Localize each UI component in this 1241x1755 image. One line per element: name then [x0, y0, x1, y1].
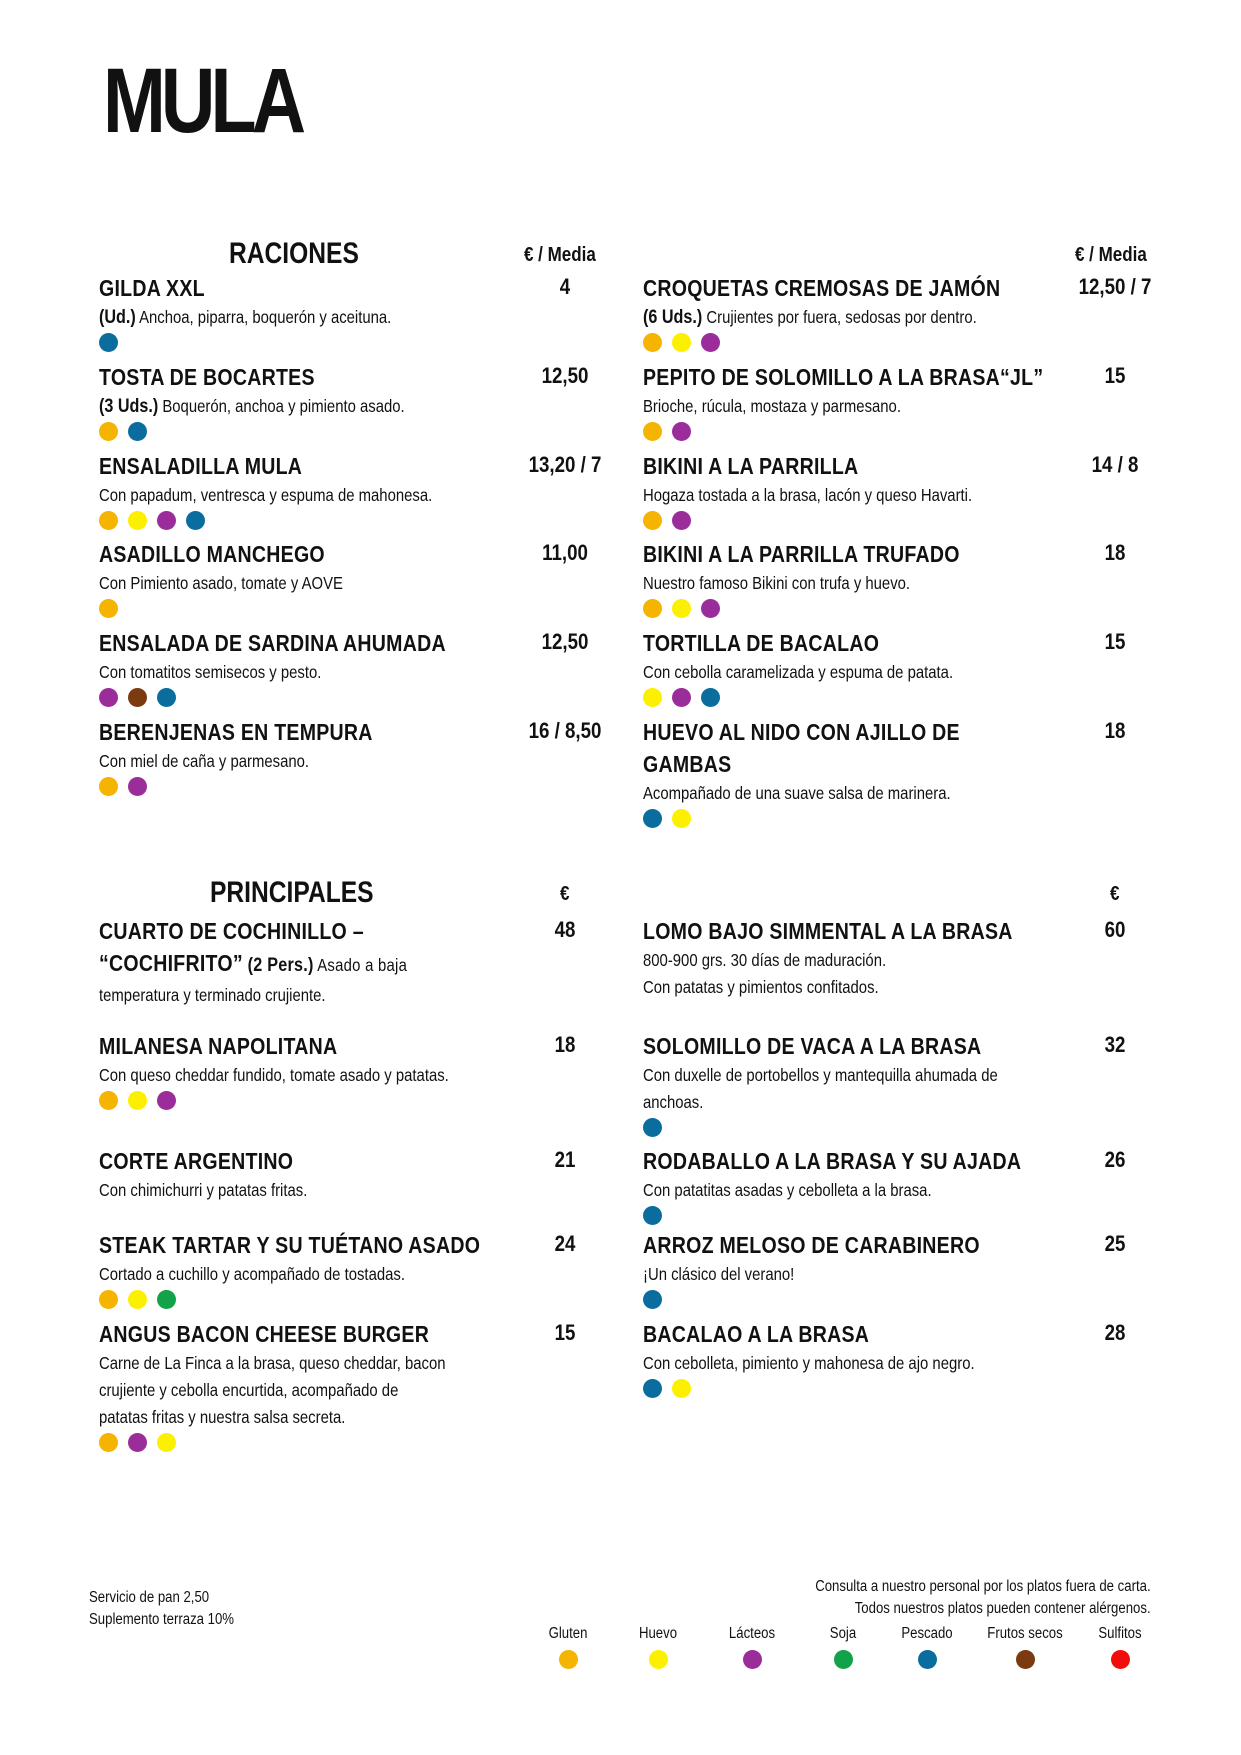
item-description-text: Carne de La Finca a la brasa, queso cheddar, bacon	[99, 1353, 446, 1373]
allergen-dots	[643, 599, 1016, 618]
allergen-dots	[643, 1290, 1039, 1309]
item-description	[99, 659, 446, 686]
item-name	[643, 716, 960, 748]
item-description	[643, 947, 1013, 974]
item-name-text: CUARTO DE COCHINILLO –	[99, 918, 364, 944]
item-name-text: TOSTA DE BOCARTES	[99, 364, 315, 390]
item-description	[99, 982, 407, 1009]
item-price: 16 / 8,50	[528, 718, 602, 743]
item-description-text: Hogaza tostada a la brasa, lacón y queso Havarti.	[643, 485, 973, 505]
menu-item	[99, 1318, 507, 1452]
allergen-gluten-dot	[99, 422, 118, 441]
item-description-line-2: Con patatas y pimientos confitados.	[643, 977, 879, 997]
sulfitos-legend-dot	[1111, 1650, 1130, 1669]
item-name-text: TORTILLA DE BACALAO	[643, 630, 880, 656]
allergen-dots	[643, 1206, 1088, 1225]
allergen-lacteos-dot	[701, 333, 720, 352]
legend-sulfitos	[1065, 1624, 1175, 1674]
principales-price-header-left: €	[560, 883, 570, 905]
allergen-lacteos-dot	[157, 511, 176, 530]
allergen-lacteos-dot	[672, 511, 691, 530]
item-price: 21	[554, 1147, 576, 1172]
item-price: 18	[554, 1032, 576, 1057]
item-price: 15	[554, 1320, 576, 1345]
allergen-dots	[643, 422, 1114, 441]
item-description-text: Crujientes por fuera, sedosas por dentro.	[702, 307, 977, 327]
item-description	[643, 1261, 980, 1288]
item-price: 15	[1104, 629, 1126, 654]
legend-frutos-secos	[970, 1624, 1080, 1674]
item-name-text: MILANESA NAPOLITANA	[99, 1033, 338, 1059]
item-name-text: SOLOMILLO DE VACA A LA BRASA	[643, 1033, 982, 1059]
item-name-text: BIKINI A LA PARRILLA TRUFADO	[643, 541, 960, 567]
item-inline-desc: Asado a baja	[313, 955, 408, 975]
menu-item	[643, 1145, 1088, 1225]
item-name	[643, 915, 1013, 947]
item-name-text: ANGUS BACON CHEESE BURGER	[99, 1321, 430, 1347]
item-price: 18	[1104, 540, 1126, 565]
item-price: 28	[1104, 1320, 1126, 1345]
allergen-huevo-dot	[672, 599, 691, 618]
item-description	[99, 1350, 445, 1377]
item-price: 48	[554, 917, 576, 942]
item-name	[643, 361, 1043, 393]
allergen-huevo-dot	[128, 1290, 147, 1309]
item-name	[99, 272, 391, 304]
menu-item	[643, 1318, 1033, 1398]
legend-label: Pescado	[901, 1625, 953, 1642]
allergen-dots	[99, 777, 421, 796]
item-qty: (Ud.)	[99, 307, 136, 328]
item-name-text: PEPITO DE SOLOMILLO A LA BRASA“JL”	[643, 364, 1044, 390]
item-description	[99, 1062, 449, 1089]
item-name-text: ARROZ MELOSO DE CARABINERO	[643, 1232, 980, 1258]
item-description-text: Con queso cheddar fundido, tomate asado y patatas.	[99, 1065, 449, 1085]
menu-item	[99, 716, 421, 796]
item-name	[99, 915, 407, 947]
item-description-text: Nuestro famoso Bikini con trufa y huevo.	[643, 573, 911, 593]
item-description	[643, 1350, 975, 1377]
item-name-text: BIKINI A LA PARRILLA	[643, 453, 859, 479]
legend-label: Soja	[829, 1625, 857, 1642]
price-header-left: € / Media	[524, 244, 596, 266]
principales-price-header-right: €	[1110, 883, 1120, 905]
menu-item	[643, 1229, 1039, 1309]
gluten-legend-dot	[559, 1650, 578, 1669]
item-qty: (6 Uds.)	[643, 307, 703, 328]
allergen-lacteos-dot	[672, 688, 691, 707]
item-description-text: Con patatitas asadas y cebolleta a la brasa.	[643, 1180, 932, 1200]
item-description	[643, 659, 953, 686]
item-description	[643, 780, 960, 807]
item-description	[99, 304, 391, 331]
item-description-text: Cortado a cuchillo y acompañado de tostadas.	[99, 1264, 405, 1284]
legend-label: Gluten	[548, 1625, 588, 1642]
allergen-dots	[643, 688, 1008, 707]
item-name-text: HUEVO AL NIDO CON AJILLO DE	[643, 719, 960, 745]
menu-item	[643, 538, 1016, 618]
menu-item	[99, 1229, 547, 1309]
allergen-dots	[643, 333, 1063, 352]
item-price: 18	[1104, 718, 1126, 743]
allergen-dots	[99, 1091, 511, 1110]
allergen-huevo-dot	[128, 1091, 147, 1110]
item-name	[99, 1318, 445, 1350]
item-name	[99, 1030, 449, 1062]
item-description-text: Brioche, rúcula, mostaza y parmesano.	[643, 396, 901, 416]
item-price: 12,50 / 7	[1078, 274, 1152, 299]
allergen-dots	[643, 1118, 1060, 1137]
allergen-gluten-dot	[99, 599, 118, 618]
menu-item	[643, 361, 1114, 441]
item-name	[643, 1145, 1021, 1177]
allergen-pescado-dot	[643, 809, 662, 828]
item-price: 12,50	[541, 363, 589, 388]
item-description-text: temperatura y terminado crujiente.	[99, 985, 326, 1005]
allergen-gluten-dot	[99, 1091, 118, 1110]
menu-item	[643, 627, 1008, 707]
item-name	[99, 1229, 480, 1261]
lacteos-legend-dot	[743, 1650, 762, 1669]
item-name	[99, 361, 405, 393]
menu-item	[99, 1145, 344, 1204]
allergen-pescado-dot	[643, 1290, 662, 1309]
allergen-soja-dot	[157, 1290, 176, 1309]
menu-item	[643, 915, 1078, 1001]
item-description-text: ¡Un clásico del verano!	[643, 1264, 795, 1284]
menu-item	[643, 716, 1016, 828]
item-description-text: Boquerón, anchoa y pimiento asado.	[158, 396, 405, 416]
allergen-dots	[99, 1290, 547, 1309]
section-title-principales: PRINCIPALES	[210, 876, 374, 909]
allergen-dots	[643, 511, 1030, 530]
item-description-text: Con miel de caña y parmesano.	[99, 751, 310, 771]
allergen-pescado-dot	[157, 688, 176, 707]
allergen-huevo-dot	[128, 511, 147, 530]
item-description	[99, 570, 343, 597]
item-description-text: Con Pimiento asado, tomate y AOVE	[99, 573, 343, 593]
item-price: 12,50	[541, 629, 589, 654]
item-name	[643, 1030, 998, 1062]
huevo-legend-dot	[649, 1650, 668, 1669]
menu-item	[643, 1030, 1060, 1137]
item-price: 14 / 8	[1091, 452, 1139, 477]
allergen-gluten-dot	[99, 1290, 118, 1309]
item-description	[643, 1177, 1021, 1204]
item-price: 60	[1104, 917, 1126, 942]
item-price: 24	[554, 1231, 576, 1256]
item-price: 25	[1104, 1231, 1126, 1256]
item-description-text: Con papadum, ventresca y espuma de mahonesa.	[99, 485, 433, 505]
legend-pescado	[872, 1624, 982, 1674]
terrace-text: Suplemento terraza 10%	[89, 1611, 235, 1628]
allergen-lacteos-dot	[701, 599, 720, 618]
item-description	[643, 482, 972, 509]
allergen-huevo-dot	[672, 333, 691, 352]
item-name-text-2: “COCHIFRITO”	[99, 950, 243, 976]
allergen-gluten-dot	[99, 1433, 118, 1452]
allergen-lacteos-dot	[157, 1091, 176, 1110]
item-name	[643, 538, 960, 570]
allergen-gluten-dot	[643, 422, 662, 441]
item-description-text: Con cebolla caramelizada y espuma de patata.	[643, 662, 954, 682]
allergen-gluten-dot	[643, 599, 662, 618]
item-description	[643, 304, 1000, 331]
item-qty: (2 Pers.)	[242, 955, 314, 976]
bread-service-note	[89, 1587, 234, 1631]
item-name-text: BERENJENAS EN TEMPURA	[99, 719, 373, 745]
allergen-lacteos-dot	[672, 422, 691, 441]
item-name	[643, 450, 972, 482]
legend-label: Frutos secos	[987, 1625, 1063, 1642]
item-price: 15	[1104, 363, 1126, 388]
allergen-gluten-dot	[99, 777, 118, 796]
allergen-dots	[643, 1379, 1033, 1398]
allergen-dots	[99, 1433, 507, 1452]
allergen-gluten-dot	[99, 511, 118, 530]
allergen-dots	[99, 599, 386, 618]
allergen-dots	[99, 422, 459, 441]
item-name	[643, 1229, 980, 1261]
allergen-pescado-dot	[128, 422, 147, 441]
item-description-text: Con chimichurri y patatas fritas.	[99, 1180, 308, 1200]
item-name-text: CROQUETAS CREMOSAS DE JAMÓN	[643, 275, 1001, 301]
allergen-huevo-dot	[672, 809, 691, 828]
menu-item	[99, 627, 507, 707]
item-name-text: LOMO BAJO SIMMENTAL A LA BRASA	[643, 918, 1013, 944]
item-name-text: GILDA XXL	[99, 275, 205, 301]
item-description	[643, 393, 1043, 420]
item-name-text: ASADILLO MANCHEGO	[99, 541, 325, 567]
item-description	[99, 393, 405, 420]
item-description-text: Con duxelle de portobellos y mantequilla ahumada de	[643, 1065, 998, 1085]
item-name	[99, 1145, 307, 1177]
menu-item	[99, 1030, 511, 1110]
item-price: 32	[1104, 1032, 1126, 1057]
item-description-text: 800-900 grs. 30 días de maduración.	[643, 950, 887, 970]
allergen-dots	[99, 688, 507, 707]
notice-line-1: Consulta a nuestro personal por los platos fuera de carta.	[815, 1578, 1151, 1595]
item-name-text: ENSALADILLA MULA	[99, 453, 303, 479]
item-description-line-3: patatas fritas y nuestra salsa secreta.	[99, 1407, 346, 1427]
allergen-lacteos-dot	[99, 688, 118, 707]
menu-item	[643, 450, 1030, 530]
allergen-dots	[643, 809, 1016, 828]
item-price: 26	[1104, 1147, 1126, 1172]
allergen-pescado-dot	[186, 511, 205, 530]
item-name	[99, 716, 373, 748]
allergen-pescado-dot	[701, 688, 720, 707]
item-description	[643, 570, 960, 597]
allergen-pescado-dot	[99, 333, 118, 352]
item-name-text: RODABALLO A LA BRASA Y SU AJADA	[643, 1148, 1022, 1174]
item-description	[99, 1177, 307, 1204]
menu-item	[643, 272, 1063, 352]
item-name-text: BACALAO A LA BRASA	[643, 1321, 870, 1347]
item-description	[99, 482, 432, 509]
item-price: 4	[559, 274, 571, 299]
item-description-line-2: crujiente y cebolla encurtida, acompañado de	[99, 1380, 399, 1400]
legend-label: Lácteos	[728, 1625, 776, 1642]
soja-legend-dot	[834, 1650, 853, 1669]
item-qty: (3 Uds.)	[99, 396, 159, 417]
item-description-text: Anchoa, piparra, boquerón y aceituna.	[135, 307, 392, 327]
item-name	[643, 272, 1000, 304]
item-price: 13,20 / 7	[528, 452, 602, 477]
brand-logo: MULA	[103, 50, 302, 152]
item-name-text: CORTE ARGENTINO	[99, 1148, 294, 1174]
item-description	[643, 1062, 998, 1089]
allergen-huevo-dot	[643, 688, 662, 707]
allergen-lacteos-dot	[128, 777, 147, 796]
menu-item	[99, 361, 459, 441]
frutos-secos-legend-dot	[1016, 1650, 1035, 1669]
item-description	[99, 748, 373, 775]
menu-item	[99, 450, 491, 530]
item-name	[99, 538, 343, 570]
allergen-frutos-secos-dot	[128, 688, 147, 707]
allergen-dots	[99, 333, 443, 352]
item-name	[99, 450, 432, 482]
item-description-line-2: anchoas.	[643, 1092, 704, 1112]
pescado-legend-dot	[918, 1650, 937, 1669]
item-name	[643, 1318, 975, 1350]
menu-item	[99, 272, 443, 352]
allergen-notice	[816, 1576, 1151, 1620]
item-name-text: ENSALADA DE SARDINA AHUMADA	[99, 630, 446, 656]
allergen-pescado-dot	[643, 1379, 662, 1398]
menu-item	[99, 538, 386, 618]
menu-item	[99, 915, 462, 1009]
item-price: 11,00	[542, 540, 588, 565]
item-description-text: Acompañado de una suave salsa de marinera.	[643, 783, 951, 803]
item-name-text-2: GAMBAS	[643, 751, 732, 777]
item-name	[99, 627, 446, 659]
item-name	[643, 627, 953, 659]
legend-label: Sulfitos	[1098, 1625, 1142, 1642]
price-header-right: € / Media	[1075, 244, 1147, 266]
section-title-raciones: RACIONES	[229, 237, 359, 270]
allergen-gluten-dot	[643, 511, 662, 530]
allergen-dots	[99, 511, 491, 530]
allergen-huevo-dot	[672, 1379, 691, 1398]
legend-label: Huevo	[638, 1625, 678, 1642]
item-name-text: STEAK TARTAR Y SU TUÉTANO ASADO	[99, 1232, 481, 1258]
item-description	[99, 1261, 480, 1288]
allergen-pescado-dot	[643, 1206, 662, 1225]
allergen-lacteos-dot	[128, 1433, 147, 1452]
allergen-pescado-dot	[643, 1118, 662, 1137]
item-description-text: Con cebolleta, pimiento y mahonesa de ajo negro.	[643, 1353, 975, 1373]
allergen-huevo-dot	[157, 1433, 176, 1452]
item-name-line-2	[99, 947, 407, 982]
notice-line-2: Todos nuestros platos pueden contener alérgenos.	[855, 1600, 1151, 1617]
allergen-gluten-dot	[643, 333, 662, 352]
item-name-line-2	[643, 748, 960, 780]
item-description-text: Con tomatitos semisecos y pesto.	[99, 662, 322, 682]
bread-text: Servicio de pan 2,50	[89, 1589, 210, 1606]
